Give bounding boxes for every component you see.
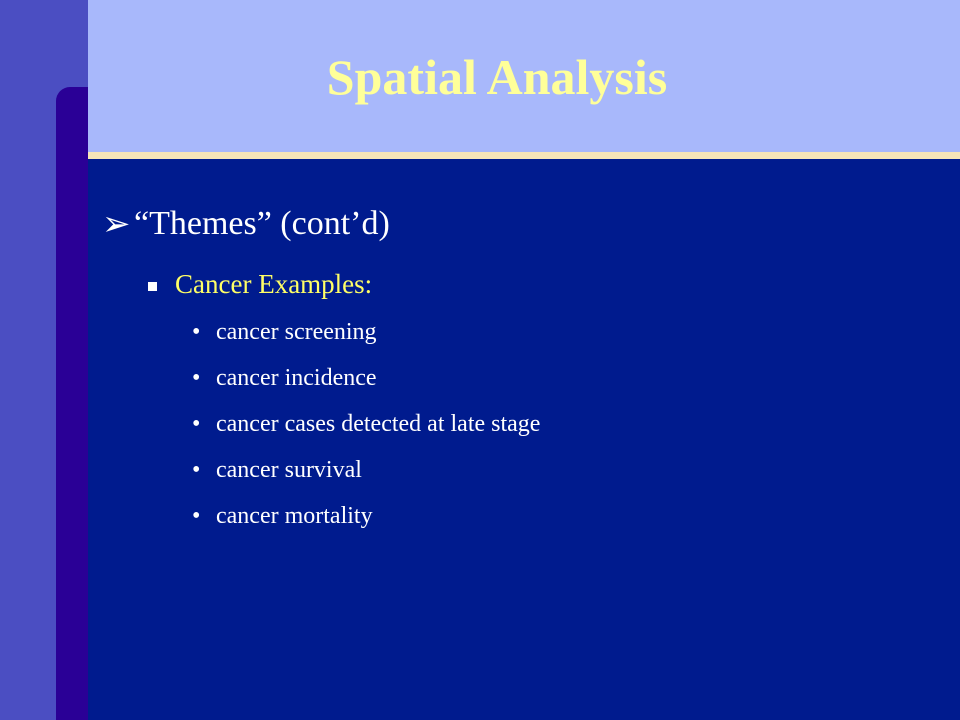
bullet-level2 <box>148 266 372 302</box>
list-item-text: cancer survival <box>216 456 362 483</box>
list-item <box>192 362 377 394</box>
square-bullet-icon <box>148 282 157 291</box>
dot-bullet-icon: • <box>192 364 201 391</box>
list-item-text: cancer cases detected at late stage <box>216 410 541 437</box>
dot-bullet-icon: • <box>192 456 201 483</box>
dot-bullet-icon: • <box>192 410 201 437</box>
dot-bullet-icon: • <box>192 318 201 345</box>
header-divider <box>88 152 960 159</box>
bullet-level2-text: Cancer Examples: <box>175 268 373 299</box>
bullet-level1 <box>102 200 390 248</box>
list-item <box>192 316 377 348</box>
slide-title: Spatial Analysis <box>326 49 668 105</box>
bullet-level1-text: “Themes” (cont’d) <box>134 205 390 242</box>
dot-bullet-icon: • <box>192 502 201 529</box>
list-item-text: cancer screening <box>216 318 377 345</box>
list-item <box>192 454 362 486</box>
arrow-bullet-icon: ➢ <box>102 206 131 243</box>
list-item-text: cancer mortality <box>216 502 373 529</box>
left-dark-band <box>56 87 88 720</box>
list-item <box>192 500 373 532</box>
list-item-text: cancer incidence <box>216 364 377 391</box>
list-item <box>192 408 540 440</box>
